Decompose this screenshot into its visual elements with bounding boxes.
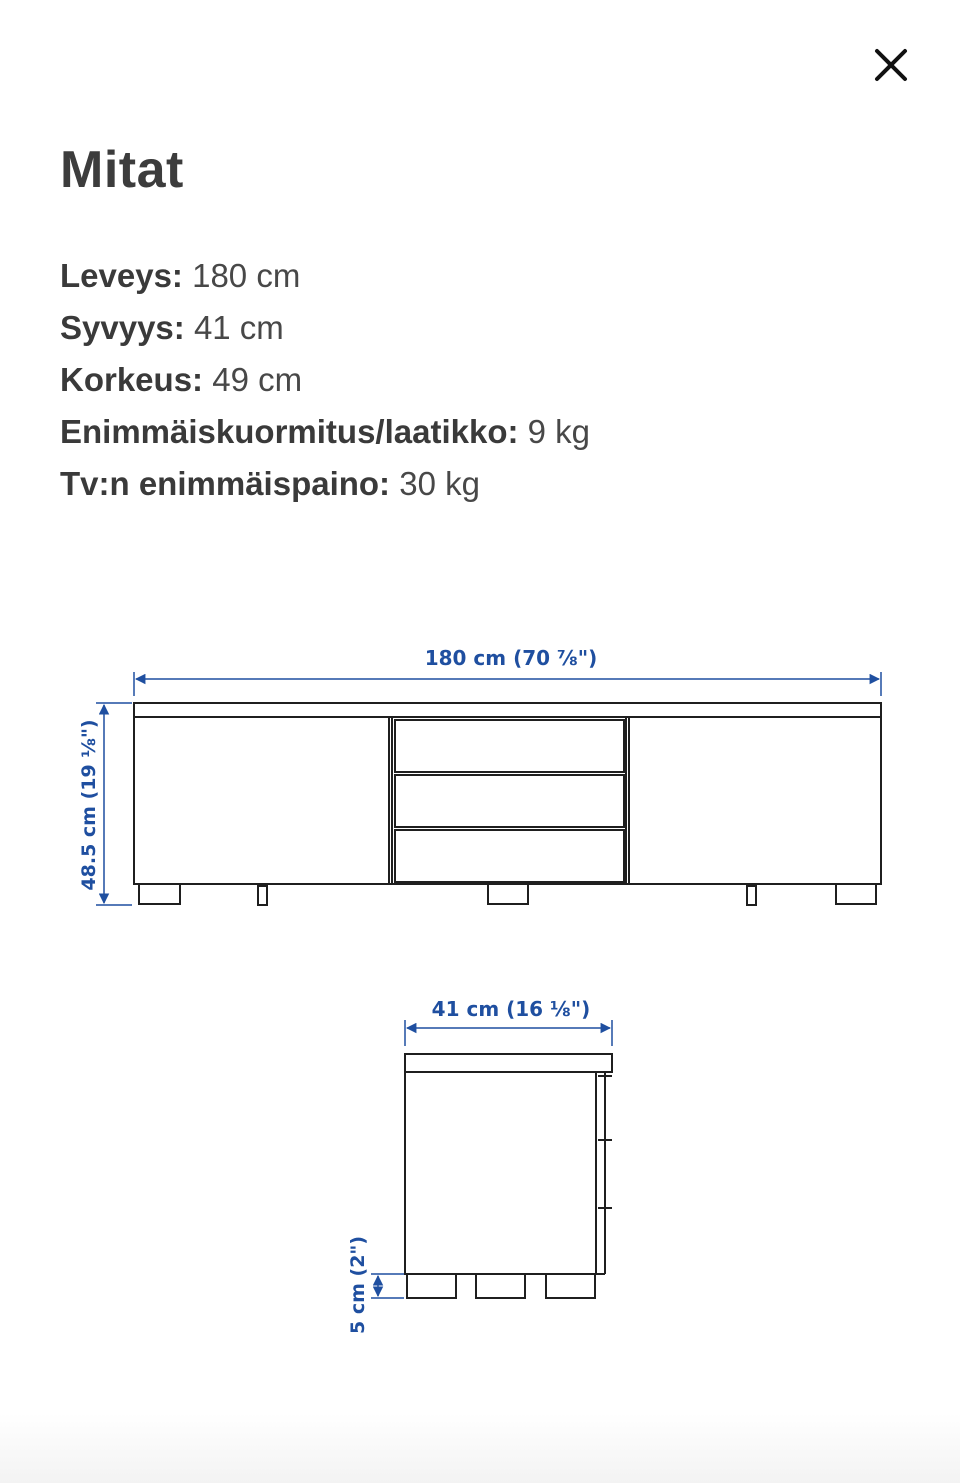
dimension-value: 9 kg (527, 413, 591, 450)
side-view (371, 1020, 612, 1298)
dimension-label: Korkeus: (60, 361, 204, 398)
front-view (96, 672, 881, 905)
dimension-value: 41 cm (193, 309, 284, 346)
dimension-label: Enimmäiskuormitus/laatikko: (60, 413, 519, 450)
leg-height-label: 5 cm (2") (347, 1236, 369, 1334)
side-depth-label: 41 cm (16 ⅛") (431, 997, 591, 1021)
dimension-value: 49 cm (212, 361, 303, 398)
dimension-label: Leveys: (60, 257, 183, 294)
dimension-value: 180 cm (192, 257, 301, 294)
front-height-label: 48.5 cm (19 ⅛") (78, 719, 100, 891)
dimension-value: 30 kg (399, 465, 480, 502)
front-width-label: 180 cm (70 ⅞") (424, 646, 598, 670)
bottom-fade (0, 1413, 960, 1483)
dimension-label: Syvyys: (60, 309, 185, 346)
dimension-label: Tv:n enimmäispaino: (60, 465, 391, 502)
page-title: Mitat (60, 141, 184, 199)
